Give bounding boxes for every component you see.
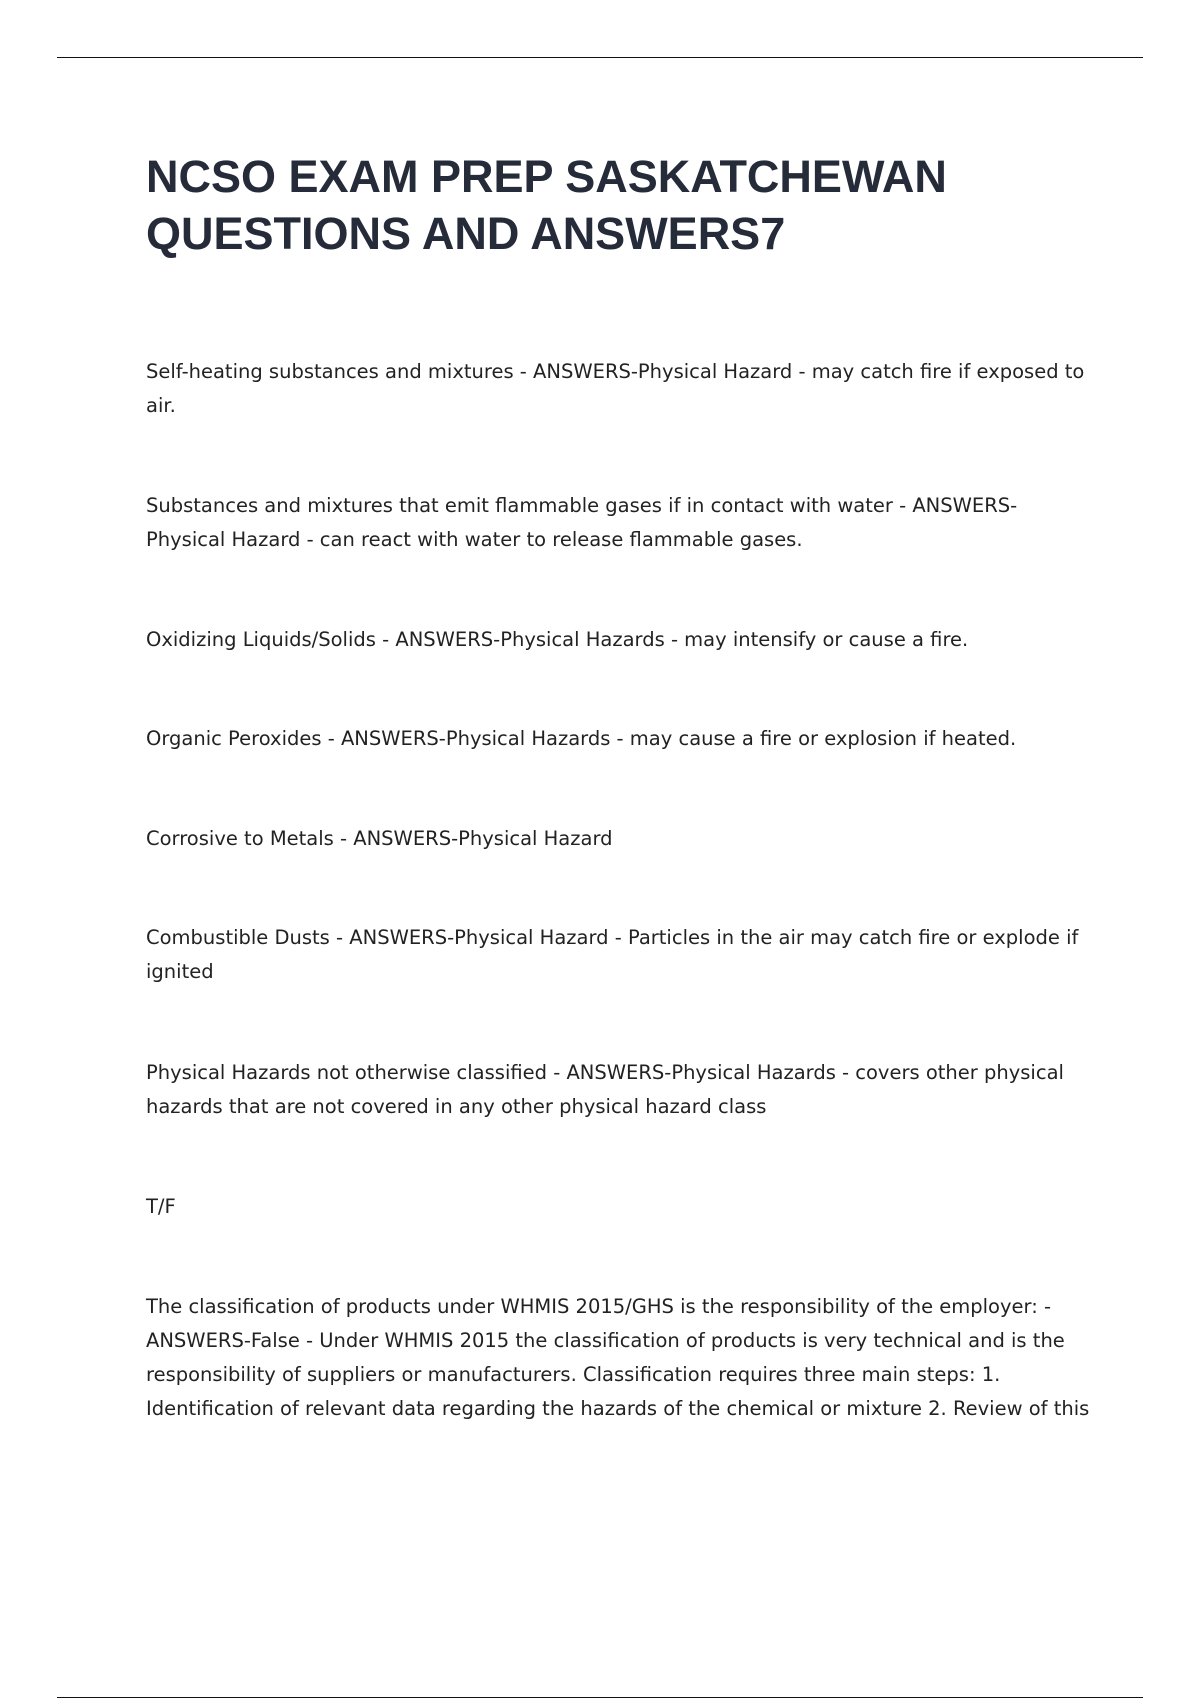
qa-entry-whmis-classification: The classification of products under WHMIS 2015/GHS is the responsibility of the employer: - ANSWERS-False - Under WHMIS 2015 the classification of products is very technical and is the responsibility of suppliers or manufacturers. Classification requires three main steps: 1. Identification of relevant data regarding the hazards of the chemical or mixture 2. Review of this <box>146 1295 1090 1420</box>
qa-entry-physical-hazards-noc: Physical Hazards not otherwise classified - ANSWERS-Physical Hazards - covers other physical hazards that are not covered in any other physical hazard class <box>146 1061 1064 1118</box>
section-label-true-false: T/F <box>146 1195 176 1218</box>
header-rule <box>57 57 1143 58</box>
page-title: NCSO EXAM PREP SASKATCHEWAN QUESTIONS AND ANSWERS7 <box>146 151 947 259</box>
qa-entry-combustible-dusts: Combustible Dusts - ANSWERS-Physical Hazard - Particles in the air may catch fire or explode if ignited <box>146 926 1079 983</box>
qa-entry-self-heating: Self-heating substances and mixtures - ANSWERS-Physical Hazard - may catch fire if exposed to air. <box>146 360 1085 417</box>
qa-entry-corrosive-metals: Corrosive to Metals - ANSWERS-Physical Hazard <box>146 827 613 850</box>
qa-entry-oxidizing: Oxidizing Liquids/Solids - ANSWERS-Physical Hazards - may intensify or cause a fire. <box>146 628 969 651</box>
footer-rule <box>57 1697 1143 1698</box>
qa-entry-organic-peroxides: Organic Peroxides - ANSWERS-Physical Hazards - may cause a fire or explosion if heated. <box>146 727 1017 750</box>
qa-entry-flammable-gases: Substances and mixtures that emit flammable gases if in contact with water - ANSWERS-Physical Hazard - can react with water to release flammable gases. <box>146 494 1018 551</box>
